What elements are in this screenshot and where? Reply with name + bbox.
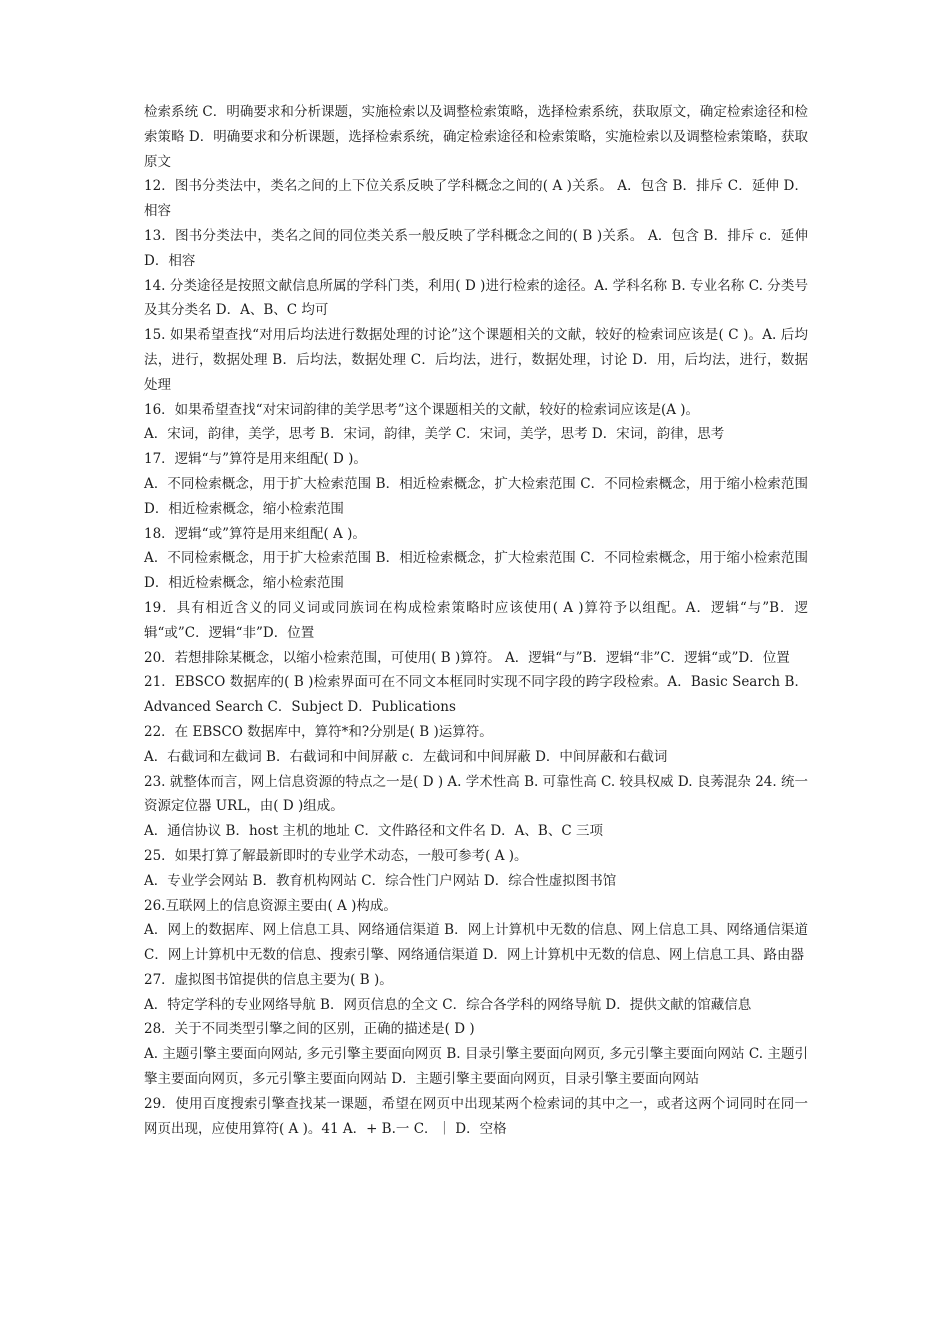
paragraph-q16: 16．如果希望查找“对宋词韵律的美学思考”这个课题相关的文献，较好的检索词应该是(A )。 [144,401,700,418]
document-body [144,100,808,1141]
paragraph-q20: 20．若想排除某概念，以缩小检索范围，可使用( B )算符。 A．逻辑“与”B．逻辑“非”C．逻辑“或”D．位置 [144,649,790,666]
paragraph-q17-options: A．不同检索概念，用于扩大检索范围 B．相近检索概念，扩大检索范围 C．不同检索概念，用于缩小检索范围 D．相近检索概念，缩小检索范围 [144,475,808,517]
paragraph-q19: 19．具有相近含义的同义词或同族词在构成检索策略时应该使用( A )算符予以组配。A．逻辑“与”B．逻辑“或”C．逻辑“非”D．位置 [144,599,808,641]
paragraph-q22-options: A．右截词和左截词 B．右截词和中间屏蔽 c．左截词和中间屏蔽 D．中间屏蔽和右截词 [144,748,668,765]
paragraph-q27-options: A．特定学科的专业网络导航 B．网页信息的全文 C．综合各学科的网络导航 D．提供文献的馆藏信息 [144,996,752,1013]
paragraph-q11-tail: 检索系统 C．明确要求和分析课题，实施检索以及调整检索策略，选择检索系统，获取原文，确定检索途径和检索策略 D．明确要求和分析课题，选择检索系统，确定检索途径和检索策略，实施检索以及调整检索策略，获取原文 [144,104,808,170]
paragraph-q28: 28．关于不同类型引擎之间的区别，正确的描述是( D ) [144,1021,475,1038]
paragraph-q15: 15. 如果希望查找“对用后均法进行数据处理的讨论”这个课题相关的文献，较好的检索词应该是( C )。A. 后均法，进行，数据处理 B．后均法，数据处理 C．后均法，进行，数据处理，讨论 D．用，后均法，进行，数据处理 [144,327,808,393]
paragraph-q26: 26.互联网上的信息资源主要由( A )构成。 [144,897,397,914]
paragraph-q12: 12．图书分类法中，类名之间的上下位关系反映了学科概念之间的( A )关系。 A．包含 B．排斥 C．延伸 D．相容 [144,178,808,220]
paragraph-q29: 29．使用百度搜索引擎查找某一课题，希望在网页中出现某两个检索词的其中之一，或者这两个词同时在同一网页出现，应使用算符( A )。41 A．+ B.一 C．｜ D．空格 [144,1095,808,1137]
paragraph-q18-options: A．不同检索概念，用于扩大检索范围 B．相近检索概念，扩大检索范围 C．不同检索概念，用于缩小检索范围 D．相近检索概念，缩小检索范围 [144,550,808,592]
paragraph-q24-options: A．通信协议 B．host 主机的地址 C．文件路径和文件名 D．A、B、C 三项 [144,823,603,840]
paragraph-q14: 14. 分类途径是按照文献信息所属的学科门类，利用( D )进行检索的途径。A. 学科名称 B. 专业名称 C. 分类号及其分类名 D．A、B、C 均可 [144,277,808,319]
paragraph-q21: 21．EBSCO 数据库的( B )检索界面可在不同文本框同时实现不同字段的跨字段检索。A．Basic Search B．Advanced Search C．Subject D．Publications [144,674,808,716]
paragraph-q17: 17．逻辑“与”算符是用来组配( D )。 [144,451,367,468]
paragraph-q28-options: A. 主题引擎主要面向网站, 多元引擎主要面向网页 B. 目录引擎主要面向网页, 多元引擎主要面向网站 C. 主题引擎主要面向网页，多元引擎主要面向网站 D．主题引擎主要面向网页，目录引擎主要面向网站 [144,1046,808,1088]
paragraph-q22: 22．在 EBSCO 数据库中，算符*和?分别是( B )运算符。 [144,723,493,740]
paragraph-q13: 13．图书分类法中，类名之间的同位类关系一般反映了学科概念之间的( B )关系。 A．包含 B．排斥 c．延伸 D．相容 [144,227,808,269]
paragraph-q27: 27．虚拟图书馆提供的信息主要为( B )。 [144,971,393,988]
paragraph-q25: 25．如果打算了解最新即时的专业学术动态，一般可参考( A )。 [144,847,528,864]
paragraph-q25-options: A．专业学会网站 B．教育机构网站 C．综合性门户网站 D．综合性虚拟图书馆 [144,872,617,889]
paragraph-q26-options: A．网上的数据库、网上信息工具、网络通信渠道 B．网上计算机中无数的信息、网上信息工具、网络通信渠道 C．网上计算机中无数的信息、搜索引擎、网络通信渠道 D．网上计算机中无数的信息、网上信息工具、路由器 [144,922,808,964]
paragraph-q23-q24: 23. 就整体而言，网上信息资源的特点之一是( D ) A. 学术性高 B. 可靠性高 C. 较具权威 D. 良莠混杂 24. 统一资源定位器 URL，由( D )组成。 [144,773,808,815]
paragraph-q18: 18．逻辑“或”算符是用来组配( A )。 [144,525,366,542]
paragraph-q16-options: A．宋词，韵律，美学，思考 B．宋词，韵律，美学 C．宋词，美学，思考 D．宋词，韵律，思考 [144,426,725,443]
